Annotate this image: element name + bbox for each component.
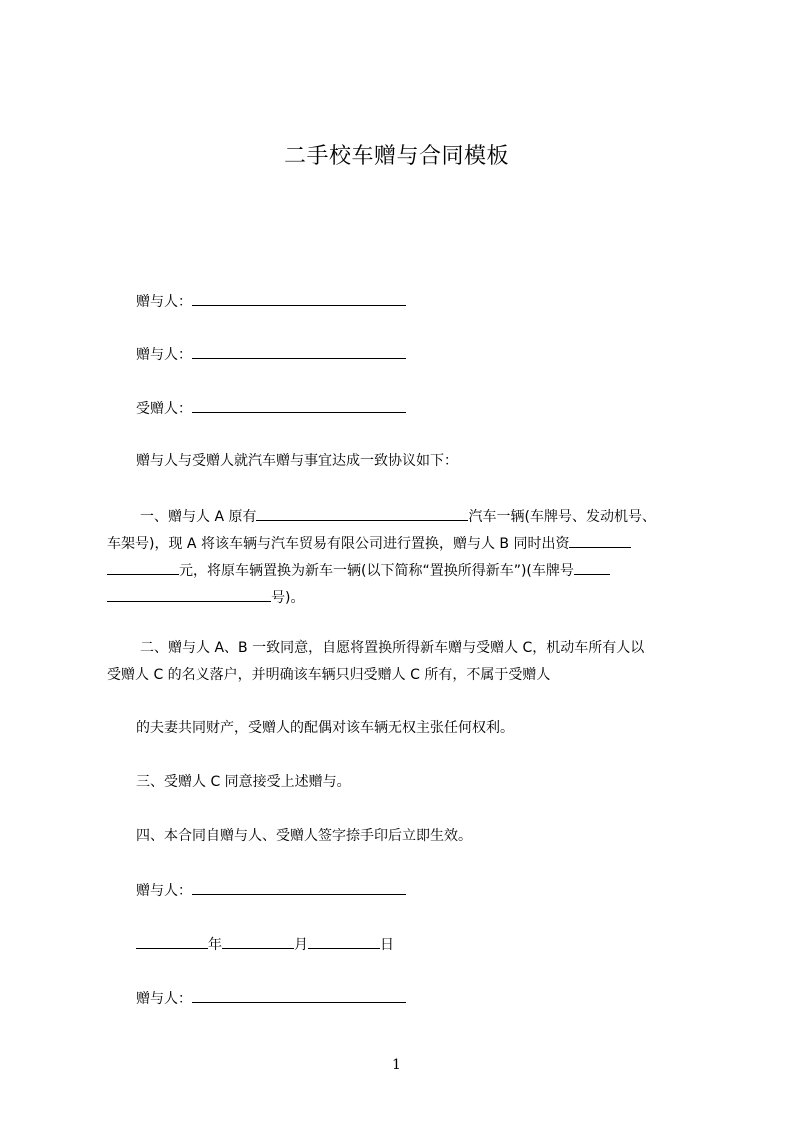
donee-label: 受赠人： <box>136 401 192 417</box>
clause1-text-d: 元，将原车辆置换为新车一辆(以下简称“置换所得新车”)(车牌号 <box>179 563 574 579</box>
clause1-line1 <box>140 505 656 527</box>
donor-label: 赠与人： <box>136 294 192 310</box>
day-blank[interactable] <box>308 933 380 949</box>
year-label: 年 <box>208 937 222 953</box>
amount-blank-1[interactable] <box>569 532 631 548</box>
signature-line-2 <box>136 987 406 1009</box>
signature-label: 赠与人： <box>136 991 192 1007</box>
donor-blank[interactable] <box>192 343 406 359</box>
donor-label: 赠与人： <box>136 347 192 363</box>
signature-label: 赠与人： <box>136 883 192 899</box>
page-number: 1 <box>392 1057 401 1073</box>
month-label: 月 <box>294 937 308 953</box>
donor-line-2 <box>136 343 406 365</box>
clause1-line3 <box>107 559 610 581</box>
month-blank[interactable] <box>222 933 294 949</box>
signature-blank[interactable] <box>192 879 406 895</box>
clause1-line2 <box>107 532 631 554</box>
year-blank[interactable] <box>136 933 208 949</box>
car-blank-2[interactable] <box>334 505 468 521</box>
signature-blank[interactable] <box>192 987 406 1003</box>
document-title: 二手校车赠与合同模板 <box>283 144 509 169</box>
clause1-line4 <box>107 586 304 608</box>
clause3: 三、受赠人 C 同意接受上述赠与。 <box>136 774 351 790</box>
clause1-text-a: 一、赠与人 A 原有 <box>140 509 257 525</box>
intro-text: 赠与人与受赠人就汽车赠与事宜达成一致协议如下： <box>136 453 458 469</box>
clause4: 四、本合同自赠与人、受赠人签字捺手印后立即生效。 <box>136 828 472 844</box>
day-label: 日 <box>380 937 394 953</box>
plate-blank-1[interactable] <box>574 559 610 575</box>
date-line <box>136 933 394 955</box>
donor-line-1 <box>136 290 406 312</box>
donee-blank[interactable] <box>192 397 406 413</box>
amount-blank-2[interactable] <box>107 559 179 575</box>
clause1-text-b: 汽车一辆(车牌号、发动机号、 <box>468 509 656 525</box>
car-blank-1[interactable] <box>256 505 334 521</box>
clause1-text-c: 车架号)，现 A 将该车辆与汽车贸易有限公司进行置换，赠与人 B 同时出资 <box>107 536 570 552</box>
clause1-text-e: 号)。 <box>271 590 305 606</box>
clause2-line3: 的夫妻共同财产，受赠人的配偶对该车辆无权主张任何权利。 <box>136 720 514 736</box>
plate-blank-2[interactable] <box>107 586 271 602</box>
donor-blank[interactable] <box>192 290 406 306</box>
clause2-line1: 二、赠与人 A、B 一致同意，自愿将置换所得新车赠与受赠人 C，机动车所有人以 <box>140 640 645 656</box>
clause2-line2: 受赠人 C 的名义落户，并明确该车辆只归受赠人 C 所有，不属于受赠人 <box>107 667 551 683</box>
donee-line <box>136 397 406 419</box>
signature-line-1 <box>136 879 406 901</box>
